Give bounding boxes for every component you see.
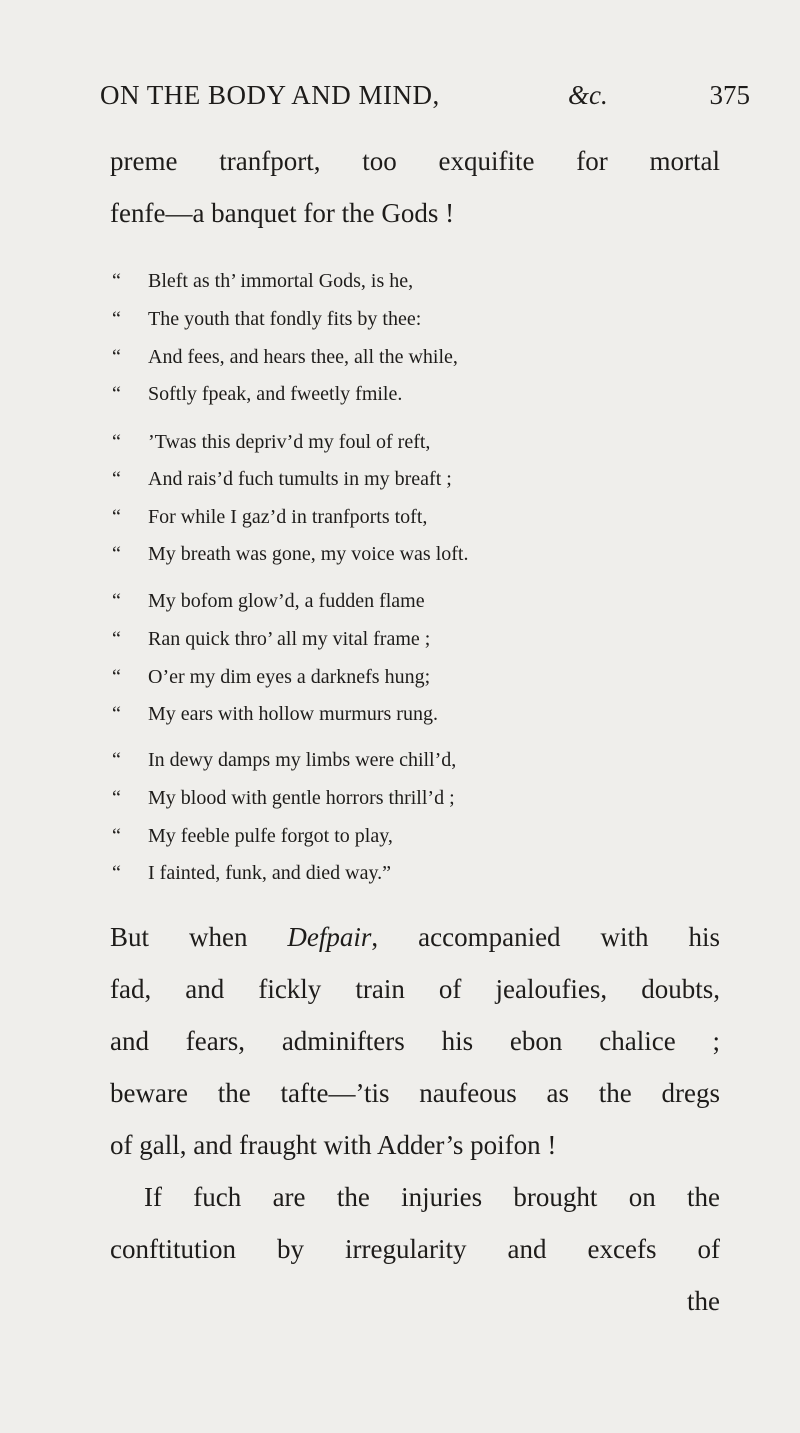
running-title-etc: &c. — [568, 80, 608, 110]
verse-line: “ Bleft as th’ immortal Gods, is he, — [112, 270, 414, 292]
text-line: conftitution by irregularity and excefs of — [110, 1234, 720, 1264]
text-line: and fears, adminifters his ebon chalice ; — [110, 1026, 720, 1056]
catchword: the — [687, 1286, 720, 1316]
verse-line: “ My feeble pulfe forgot to play, — [112, 825, 393, 847]
verse-line: “ In dewy damps my limbs were chill’d, — [112, 749, 457, 771]
verse-line: “ I fainted, funk, and died way.” — [112, 862, 392, 884]
text-line: of gall, and fraught with Adder’s poifon ! — [110, 1130, 557, 1160]
verse-line: “ ’Twas this depriv’d my foul of reft, — [112, 431, 431, 453]
verse-line: “ My bofom glow’d, a fudden flame — [112, 590, 425, 612]
closing-paragraph — [110, 911, 720, 1327]
verse-line: “ The youth that fondly fits by thee: — [112, 308, 422, 330]
verse-line: “ And rais’d fuch tumults in my breaft ; — [112, 468, 452, 490]
text-line: fad, and fickly train of jealoufies, doubts, — [110, 974, 720, 1004]
text-line: preme tranfport, too exquifite for mortal — [110, 146, 720, 176]
verse-line: “ Softly fpeak, and fweetly fmile. — [112, 383, 403, 405]
page-number: 375 — [709, 80, 750, 110]
text-line: beware the tafte—’tis naufeous as the dregs — [110, 1078, 720, 1108]
opening-paragraph — [110, 135, 720, 239]
text-line: If fuch are the injuries brought on the — [144, 1182, 720, 1212]
verse-line: “ O’er my dim eyes a darknefs hung; — [112, 666, 431, 688]
verse-line: “ For while I gaz’d in tranfports toft, — [112, 506, 428, 528]
text-line: fenfe—a banquet for the Gods ! — [110, 198, 455, 228]
verse-line: “ Ran quick thro’ all my vital frame ; — [112, 628, 431, 650]
emphasis-despair: Defpair — [287, 922, 372, 952]
verse-line: “ And fees, and hears thee, all the while, — [112, 346, 458, 368]
verse-line: “ My ears with hollow murmurs rung. — [112, 703, 438, 725]
verse-line: “ My breath was gone, my voice was loft. — [112, 543, 469, 565]
running-title: ON THE BODY AND MIND, — [100, 80, 440, 110]
text-line: But when Defpair, accompanied with his — [110, 922, 720, 952]
verse-line: “ My blood with gentle horrors thrill’d ; — [112, 787, 455, 809]
running-header — [100, 80, 750, 120]
